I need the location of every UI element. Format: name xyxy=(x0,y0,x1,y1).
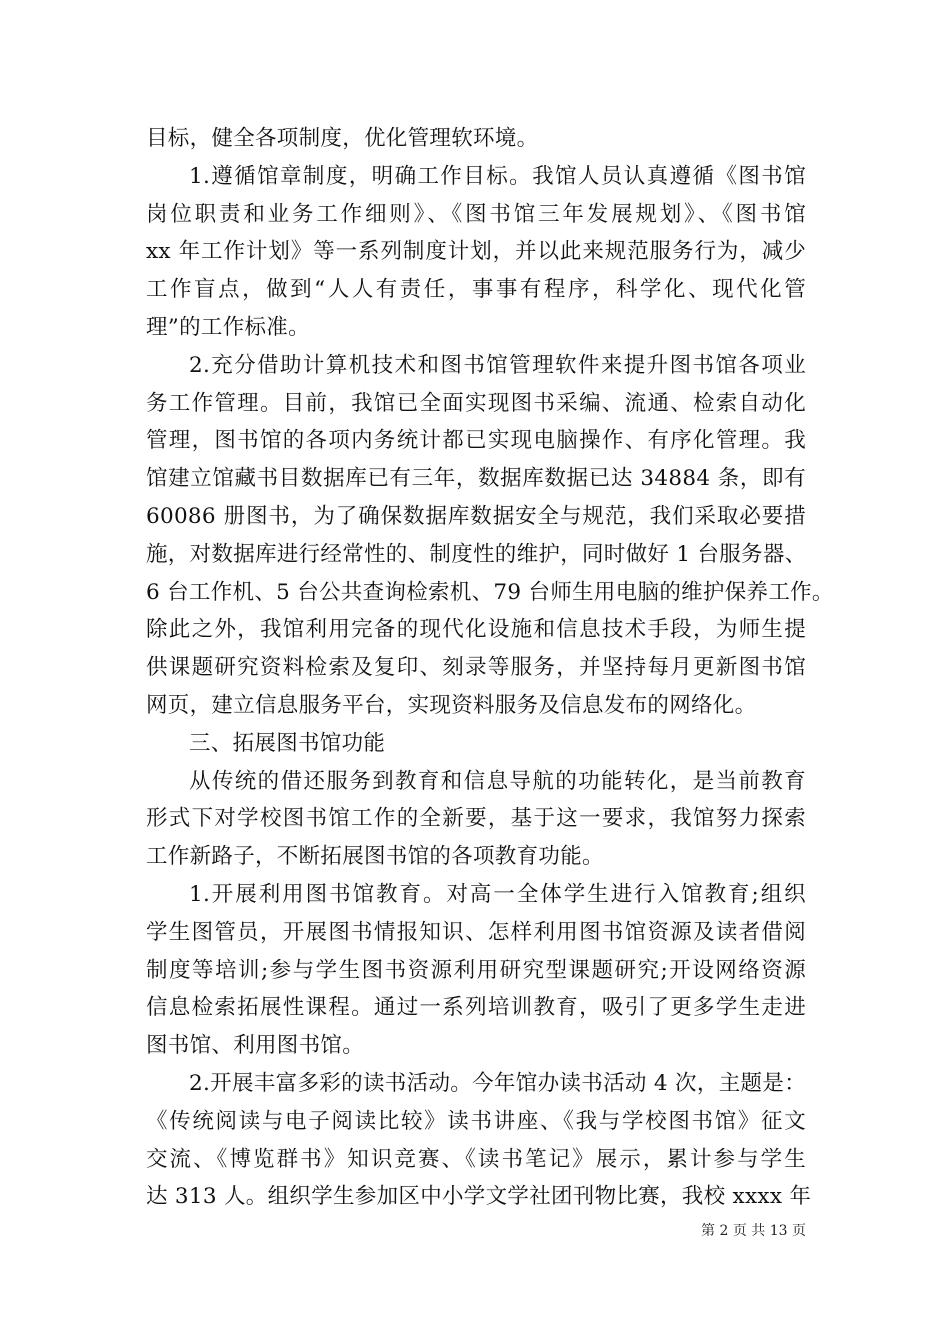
text-line: 除此之外，我馆利用完备的现代化设施和信息技术手段，为师生提 xyxy=(146,617,806,643)
text-line: 工作新路子，不断拓展图书馆的各项教育功能。 xyxy=(146,844,604,870)
text-line: 学生图管员，开展图书情报知识、怎样利用图书馆资源及读者借阅 xyxy=(146,919,806,945)
text-line: 2.开展丰富多彩的读书活动。今年馆办读书活动 4 次，主题是： xyxy=(189,1070,806,1096)
text-line: 《传统阅读与电子阅读比较》读书讲座、《我与学校图书馆》征文 xyxy=(146,1108,806,1134)
text-line: 6 台工作机、5 台公共查询检索机、79 台师生用电脑的维护保养工作。 xyxy=(146,579,834,605)
text-line: 制度等培训;参与学生图书资源利用研究型课题研究;开设网络资源 xyxy=(146,957,806,983)
text-line: 从传统的借还服务到教育和信息导航的功能转化，是当前教育 xyxy=(189,768,806,794)
text-line: 工作盲点，做到“人人有责任，事事有程序，科学化、现代化管 xyxy=(146,277,806,303)
document-body xyxy=(146,120,834,1216)
text-line: 信息检索拓展性课程。通过一系列培训教育，吸引了更多学生走进 xyxy=(146,995,806,1021)
text-line: 岗位职责和业务工作细则》、《图书馆三年发展规划》、《图书馆 xyxy=(146,201,806,227)
text-line: 2.充分借助计算机技术和图书馆管理软件来提升图书馆各项业 xyxy=(189,352,806,378)
text-line: 理”的工作标准。 xyxy=(146,314,310,340)
text-line: 目标，健全各项制度，优化管理软环境。 xyxy=(146,126,539,151)
text-line: 馆建立馆藏书目数据库已有三年，数据库数据已达 34884 条，即有 xyxy=(146,466,806,492)
text-line: 交流、《博览群书》知识竞赛、《读书笔记》展示，累计参与学生 xyxy=(146,1146,806,1172)
text-line: 图书馆、利用图书馆。 xyxy=(146,1033,365,1059)
text-line: 施，对数据库进行经常性的、制度性的维护，同时做好 1 台服务器、 xyxy=(146,541,807,567)
text-line: xx 年工作计划》等一系列制度计划，并以此来规范服务行为，减少 xyxy=(146,239,806,265)
text-line: 1.遵循馆章制度，明确工作目标。我馆人员认真遵循《图书馆 xyxy=(189,163,806,189)
text-line: 形式下对学校图书馆工作的全新要，基于这一要求，我馆努力探索 xyxy=(146,806,806,832)
text-line: 三、拓展图书馆功能 xyxy=(189,730,386,756)
page-number: 第 2 页 共 13 页 xyxy=(701,1223,806,1239)
text-line: 达 313 人。组织学生参加区中小学文学社团刊物比赛，我校 xxxx 年 xyxy=(146,1184,812,1210)
text-line: 务工作管理。目前，我馆已全面实现图书采编、流通、检索自动化 xyxy=(146,390,806,416)
text-line: 1.开展利用图书馆教育。对高一全体学生进行入馆教育;组织 xyxy=(189,881,806,907)
text-line: 供课题研究资料检索及复印、刻录等服务，并坚持每月更新图书馆 xyxy=(146,655,806,681)
text-line: 管理，图书馆的各项内务统计都已实现电脑操作、有序化管理。我 xyxy=(146,428,806,454)
text-line: 60086 册图书，为了确保数据库数据安全与规范，我们采取必要措 xyxy=(146,503,806,529)
text-line: 网页，建立信息服务平台，实现资料服务及信息发布的网络化。 xyxy=(146,692,757,718)
